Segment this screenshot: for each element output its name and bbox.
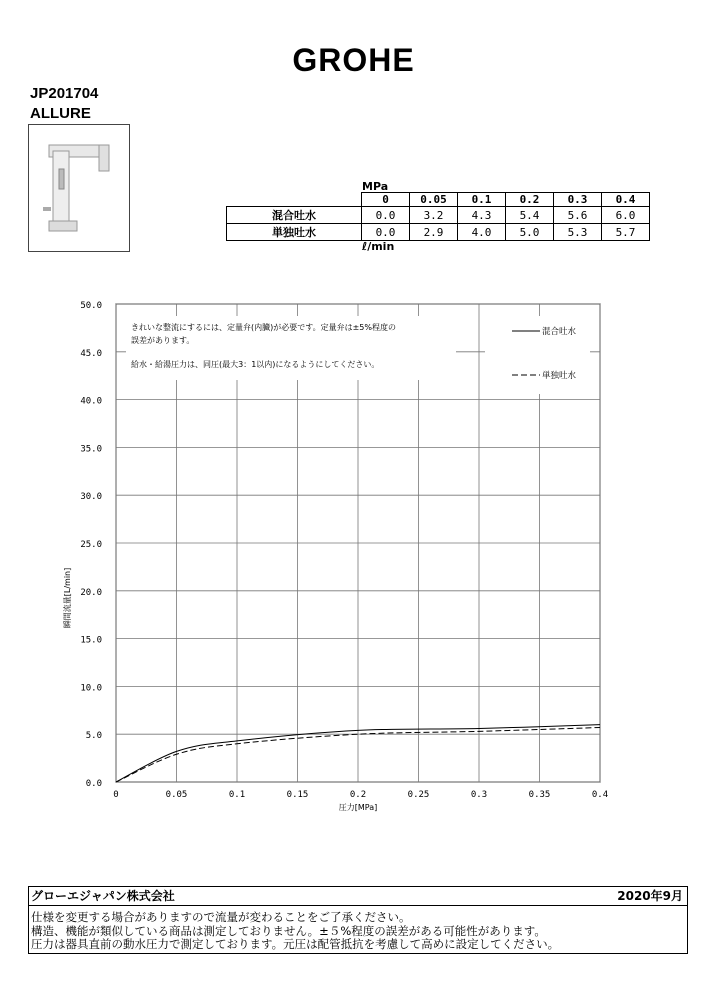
- spec-pressure: 0.05: [410, 193, 458, 207]
- annotation-text: 誤差があります。: [131, 336, 195, 345]
- spec-cell: 3.2: [410, 207, 458, 224]
- y-tick-label: 50.0: [80, 301, 102, 311]
- x-tick-label: 0.1: [228, 790, 246, 800]
- spec-cell: 5.6: [554, 207, 602, 224]
- spec-cell: 5.4: [506, 207, 554, 224]
- y-tick-label: 40.0: [80, 396, 102, 407]
- y-tick-label: 35.0: [80, 444, 102, 455]
- spec-cell: 2.9: [410, 224, 458, 241]
- footer-box: [28, 886, 688, 954]
- spec-cell: 5.0: [506, 224, 554, 241]
- footer-notes: [31, 911, 559, 952]
- x-tick-label: 0.05: [165, 790, 188, 800]
- y-tick-label: 25.0: [80, 540, 102, 550]
- spec-row-label: 単独吐水: [227, 224, 362, 241]
- legend-label: 単独吐水: [542, 371, 577, 381]
- annotation-text: 給水・給湯圧力は、同圧(最大3：1以内)になるようにしてください。: [131, 360, 380, 369]
- spec-cell: 4.0: [458, 224, 506, 241]
- model-name: ALLURE: [30, 105, 91, 122]
- y-tick-label: 45.0: [80, 348, 102, 359]
- x-tick-label: 0.3: [470, 790, 488, 800]
- y-tick-label: 5.0: [85, 731, 102, 742]
- footer-note: 仕様を変更する場合がありますので流量が変わることをご了承ください。: [31, 910, 411, 924]
- footer-note: 圧力は器具直前の動水圧力で測定しております。元圧は配管抵抗を考慮して高めに設定してください。: [31, 937, 560, 951]
- x-axis-label: 圧力[MPa]: [338, 803, 378, 812]
- annotation-text: きれいな整流にするには、定量弁(内臓)が必要です。定量弁は±5%程度の: [131, 323, 396, 332]
- spec-unit-flow: ℓ/min: [362, 240, 395, 253]
- x-tick-label: 0.4: [591, 790, 609, 800]
- issue-date: 2020年9月: [617, 889, 683, 903]
- spec-cell: 5.7: [602, 224, 650, 241]
- spec-cell: 4.3: [458, 207, 506, 224]
- spec-pressure: 0.3: [554, 193, 602, 207]
- footer-note: 構造、機能が類似している商品は測定しておりません。±５%程度の誤差がある可能性があります。: [31, 923, 546, 938]
- x-tick-label: 0.2: [349, 790, 367, 800]
- spec-pressure: 0.4: [602, 193, 650, 207]
- y-tick-label: 15.0: [80, 635, 102, 646]
- spec-cell: 5.3: [554, 224, 602, 241]
- spec-cell: 0.0: [362, 207, 410, 224]
- company-name: グローエジャパン株式会社: [31, 889, 175, 903]
- spec-pressure: 0.1: [458, 193, 506, 207]
- y-tick-label: 30.0: [80, 492, 102, 503]
- x-tick-label: 0.25: [407, 790, 430, 800]
- x-tick-label: 0.15: [286, 790, 309, 800]
- spec-pressure: 0: [362, 193, 410, 207]
- spec-unit-pressure: MPa: [362, 180, 389, 193]
- x-tick-label: 0: [113, 790, 119, 800]
- y-tick-label: 0.0: [85, 779, 102, 789]
- brand-title: GROHE: [292, 42, 415, 78]
- spec-row-label: 混合吐水: [227, 207, 362, 224]
- model-code: JP201704: [30, 85, 99, 102]
- y-axis-label: 瞬間流量[L/min]: [63, 567, 72, 629]
- x-tick-label: 0.35: [528, 790, 551, 800]
- y-tick-label: 10.0: [80, 683, 102, 694]
- spec-cell: 6.0: [602, 207, 650, 224]
- spec-cell: 0.0: [362, 224, 410, 241]
- legend-label: 混合吐水: [542, 327, 577, 337]
- spec-pressure: 0.2: [506, 193, 554, 207]
- footer-divider: [29, 905, 687, 906]
- y-tick-label: 20.0: [80, 587, 102, 598]
